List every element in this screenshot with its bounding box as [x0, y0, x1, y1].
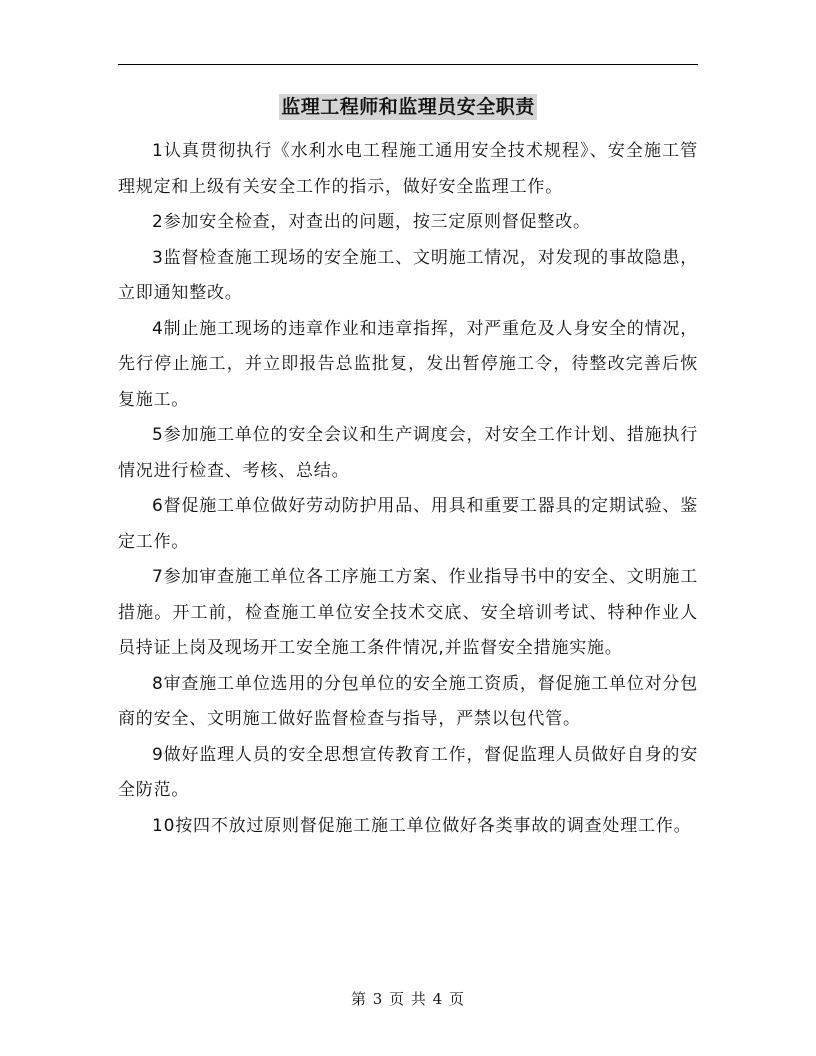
paragraph-2: 2参加安全检查，对查出的问题，按三定原则督促整改。	[152, 212, 591, 232]
paragraph-7: 7参加审查施工单位各工序施工方案、作业指导书中的安全、文明施工措施。开工前，检查施工单位安全技术交底、安全培训考试、特种作业人员持证上岗及现场开工安全施工条件情况,并监督安全措施实施。	[118, 567, 698, 658]
paragraph-10: 10按四不放过原则督促施工施工单位做好各类事故的调查处理工作。	[152, 815, 692, 836]
paragraph-3: 3监督检查施工现场的安全施工、文明施工情况，对发现的事故隐患，立即通知整改。	[118, 247, 698, 303]
title-container	[0, 94, 816, 120]
header-rule	[118, 64, 698, 65]
paragraph-4: 4制止施工现场的违章作业和违章指挥，对严重危及人身安全的情况，先行停止施工，并立即报告总监批复，发出暂停施工令，待整改完善后恢复施工。	[118, 318, 698, 410]
document-body	[118, 134, 698, 844]
paragraph-6: 6督促施工单位做好劳动防护用品、用具和重要工器具的定期试验、鉴定工作。	[118, 496, 698, 552]
paragraph-9: 9做好监理人员的安全思想宣传教育工作，督促监理人员做好自身的安全防范。	[118, 744, 698, 800]
paragraph-8: 8审查施工单位选用的分包单位的安全施工资质，督促施工单位对分包商的安全、文明施工做好监督检查与指导，严禁以包代管。	[118, 673, 698, 729]
paragraph-1: 1认真贯彻执行《水利水电工程施工通用安全技术规程》、安全施工管理规定和上级有关安全工作的指示，做好安全监理工作。	[118, 141, 698, 197]
paragraph-5: 5参加施工单位的安全会议和生产调度会，对安全工作计划、措施执行情况进行检查、考核、总结。	[118, 425, 698, 481]
page-number-footer: 第 3 页 共 4 页	[351, 990, 465, 1008]
document-title: 监理工程师和监理员安全职责	[281, 96, 535, 118]
